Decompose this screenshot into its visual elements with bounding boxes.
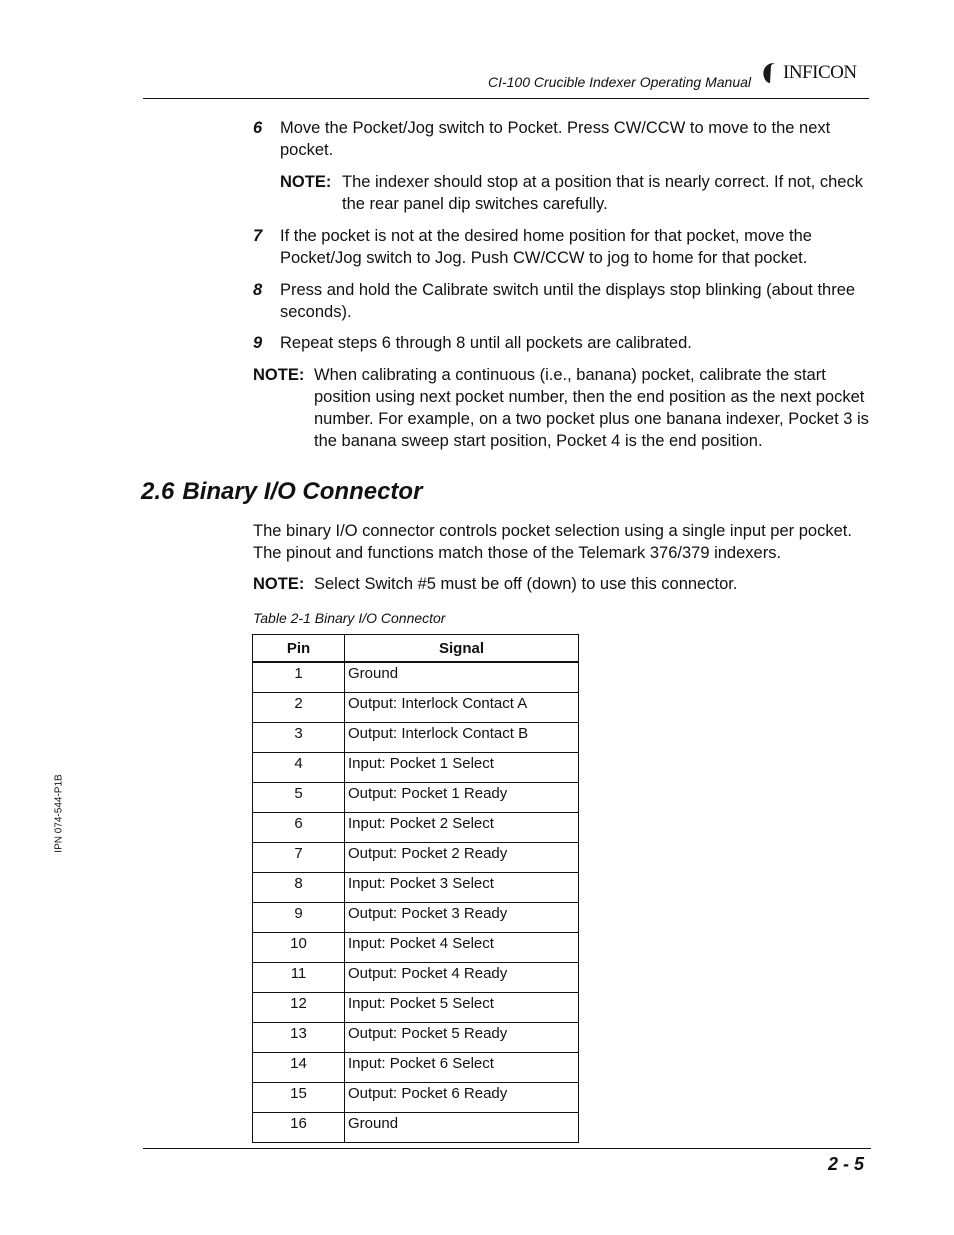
step-number: 6 (253, 119, 263, 137)
pin-cell: 5 (253, 783, 345, 813)
note-label: NOTE: (253, 366, 305, 384)
step-number: 7 (253, 227, 263, 245)
step-6 (253, 117, 873, 161)
table-row (253, 723, 579, 753)
table-row (253, 693, 579, 723)
page-number: 2 - 5 (827, 1154, 864, 1174)
step-8 (253, 279, 873, 323)
signal-cell: Output: Pocket 3 Ready (345, 903, 579, 933)
pin-cell: 10 (253, 933, 345, 963)
inficon-logo (760, 60, 857, 86)
step-9 (253, 332, 873, 354)
table-row (253, 1083, 579, 1113)
table-row (253, 963, 579, 993)
note-text: Select Switch #5 must be off (down) to use this connector. (314, 575, 738, 593)
table-row (253, 662, 579, 693)
column-header-signal: Signal (345, 635, 579, 663)
note-text: When calibrating a continuous (i.e., banana) pocket, calibrate the start position using next pocket number, then the end position as the next pocket number. For example, on a two pocket plus one banana indexer, Pocket 3 is the banana sweep start position, Pocket 4 is the end position. (314, 366, 869, 450)
pin-cell: 13 (253, 1023, 345, 1053)
signal-cell: Output: Interlock Contact B (345, 723, 579, 753)
signal-cell: Ground (345, 662, 579, 693)
pin-cell: 15 (253, 1083, 345, 1113)
signal-cell: Input: Pocket 2 Select (345, 813, 579, 843)
note-label: NOTE: (253, 575, 305, 593)
step6-note (280, 171, 874, 215)
signal-cell: Input: Pocket 5 Select (345, 993, 579, 1023)
binary-io-table (252, 634, 579, 1143)
signal-cell: Output: Pocket 6 Ready (345, 1083, 579, 1113)
table-row (253, 1023, 579, 1053)
column-header-pin: Pin (253, 635, 345, 663)
signal-cell: Input: Pocket 3 Select (345, 873, 579, 903)
calibration-note (253, 364, 873, 452)
logo-wordmark: INFICON (783, 62, 857, 83)
footer-rule (143, 1148, 871, 1149)
pin-cell: 1 (253, 662, 345, 693)
table-row (253, 903, 579, 933)
step-number: 9 (253, 334, 263, 352)
table-header-row (253, 635, 579, 663)
table-row (253, 753, 579, 783)
inficon-logo-icon (760, 61, 782, 85)
pin-cell: 3 (253, 723, 345, 753)
signal-cell: Output: Pocket 1 Ready (345, 783, 579, 813)
note-label: NOTE: (280, 173, 332, 191)
signal-cell: Input: Pocket 4 Select (345, 933, 579, 963)
table-row (253, 933, 579, 963)
signal-cell: Input: Pocket 6 Select (345, 1053, 579, 1083)
pin-cell: 16 (253, 1113, 345, 1143)
signal-cell: Output: Interlock Contact A (345, 693, 579, 723)
signal-cell: Input: Pocket 1 Select (345, 753, 579, 783)
pin-cell: 7 (253, 843, 345, 873)
pin-cell: 2 (253, 693, 345, 723)
table-row (253, 1113, 579, 1143)
pin-cell: 9 (253, 903, 345, 933)
table-row (253, 813, 579, 843)
table-row (253, 1053, 579, 1083)
signal-cell: Output: Pocket 2 Ready (345, 843, 579, 873)
step-number: 8 (253, 281, 263, 299)
step-text: Press and hold the Calibrate switch until the displays stop blinking (about three seconds). (280, 281, 856, 321)
table-caption: Table 2-1 Binary I/O Connector (253, 610, 446, 626)
section-paragraph: The binary I/O connector controls pocket selection using a single input per pocket. The pinout and functions match those of the Telemark 376/379 indexers. (253, 522, 852, 562)
pin-cell: 4 (253, 753, 345, 783)
table-row (253, 783, 579, 813)
step-text: Move the Pocket/Jog switch to Pocket. Press CW/CCW to move to the next pocket. (280, 119, 831, 159)
table-row (253, 843, 579, 873)
pin-cell: 11 (253, 963, 345, 993)
pin-cell: 8 (253, 873, 345, 903)
section-title-text: Binary I/O Connector (182, 478, 423, 505)
step-text: Repeat steps 6 through 8 until all pockets are calibrated. (280, 334, 692, 352)
section-heading (141, 478, 422, 506)
pin-cell: 14 (253, 1053, 345, 1083)
signal-cell: Ground (345, 1113, 579, 1143)
step-text: If the pocket is not at the desired home position for that pocket, move the Pocket/Jog switch to Jog. Push CW/CCW to jog to home for that pocket. (280, 227, 812, 267)
running-header-title: CI-100 Crucible Indexer Operating Manual (487, 74, 751, 90)
table-row (253, 873, 579, 903)
pin-cell: 6 (253, 813, 345, 843)
table-row (253, 993, 579, 1023)
side-ipn-label: IPN 074-544-P1B (53, 774, 65, 853)
signal-cell: Output: Pocket 4 Ready (345, 963, 579, 993)
pin-cell: 12 (253, 993, 345, 1023)
signal-cell: Output: Pocket 5 Ready (345, 1023, 579, 1053)
header-rule (143, 98, 869, 99)
switch-note (253, 573, 873, 595)
section-number: 2.6 (141, 478, 175, 505)
note-text: The indexer should stop at a position that is nearly correct. If not, check the rear panel dip switches carefully. (342, 173, 863, 213)
step-7 (253, 225, 873, 269)
